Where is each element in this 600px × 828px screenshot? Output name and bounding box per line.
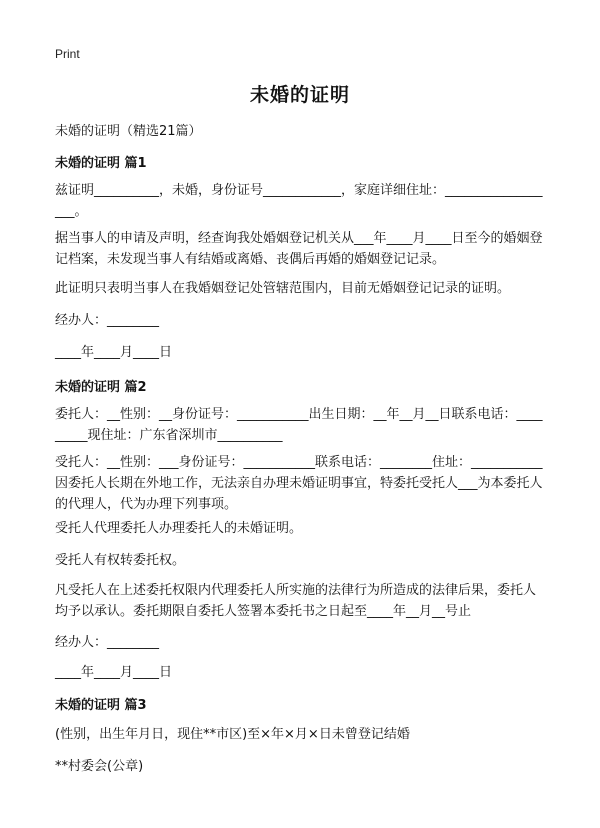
section-2-heading: 未婚的证明 篇2 [55, 380, 147, 395]
section-3-seal-line: **村委会(公章) [55, 759, 144, 774]
section-2-paragraph-4: 受托人有权转委托权。 [55, 553, 186, 568]
section-3-heading: 未婚的证明 篇3 [55, 698, 147, 713]
section-2-paragraph-2: 受托人：__性别：___身份证号：___________联系电话：________住址：___________因委托人长期在外地工作，无法亲自办理未婚证明事宜，特委托受托人___为本委托人的代理人，代为办理下列事项。 [55, 455, 543, 512]
print-link[interactable]: Print [55, 47, 80, 61]
section-2-handler-line: 经办人：________ [55, 635, 160, 650]
section-2-paragraph-5: 凡受托人在上述委托权限内代理委托人所实施的法律行为所造成的法律后果，委托人均予以承认。委托期限自委托人签署本委托书之日起至____年__月__号止 [55, 583, 537, 619]
section-1-handler-line: 经办人：________ [55, 313, 160, 328]
section-2-paragraph-1: 委托人：__性别：__身份证号：___________出生日期：__年__月__日联系电话：_________现住址：广东省深圳市__________ [55, 407, 543, 443]
document-title: 未婚的证明 [249, 84, 350, 106]
section-2-paragraph-3: 受托人代理委托人办理委托人的未婚证明。 [55, 521, 303, 536]
document-subtitle: 未婚的证明（精选21篇） [55, 124, 202, 139]
section-1-date-line: ____年____月____日 [55, 345, 173, 360]
section-3-paragraph-1: (性别，出生年月日，现住**市区)至×年×月×日未曾登记结婚 [55, 727, 410, 742]
section-1-paragraph-3: 此证明只表明当事人在我婚姻登记处管辖范围内，目前无婚姻登记记录的证明。 [55, 281, 511, 296]
section-1-paragraph-1: 兹证明__________，未婚，身份证号____________，家庭详细住址：__________________。 [55, 183, 543, 219]
section-2-date-line: ____年____月____日 [55, 665, 173, 680]
section-1-heading: 未婚的证明 篇1 [55, 156, 147, 171]
section-1-paragraph-2: 据当事人的申请及声明，经查询我处婚姻登记机关从___年____月____日至今的婚姻登记档案，未发现当事人有结婚或离婚、丧偶后再婚的婚姻登记记录。 [55, 231, 543, 267]
